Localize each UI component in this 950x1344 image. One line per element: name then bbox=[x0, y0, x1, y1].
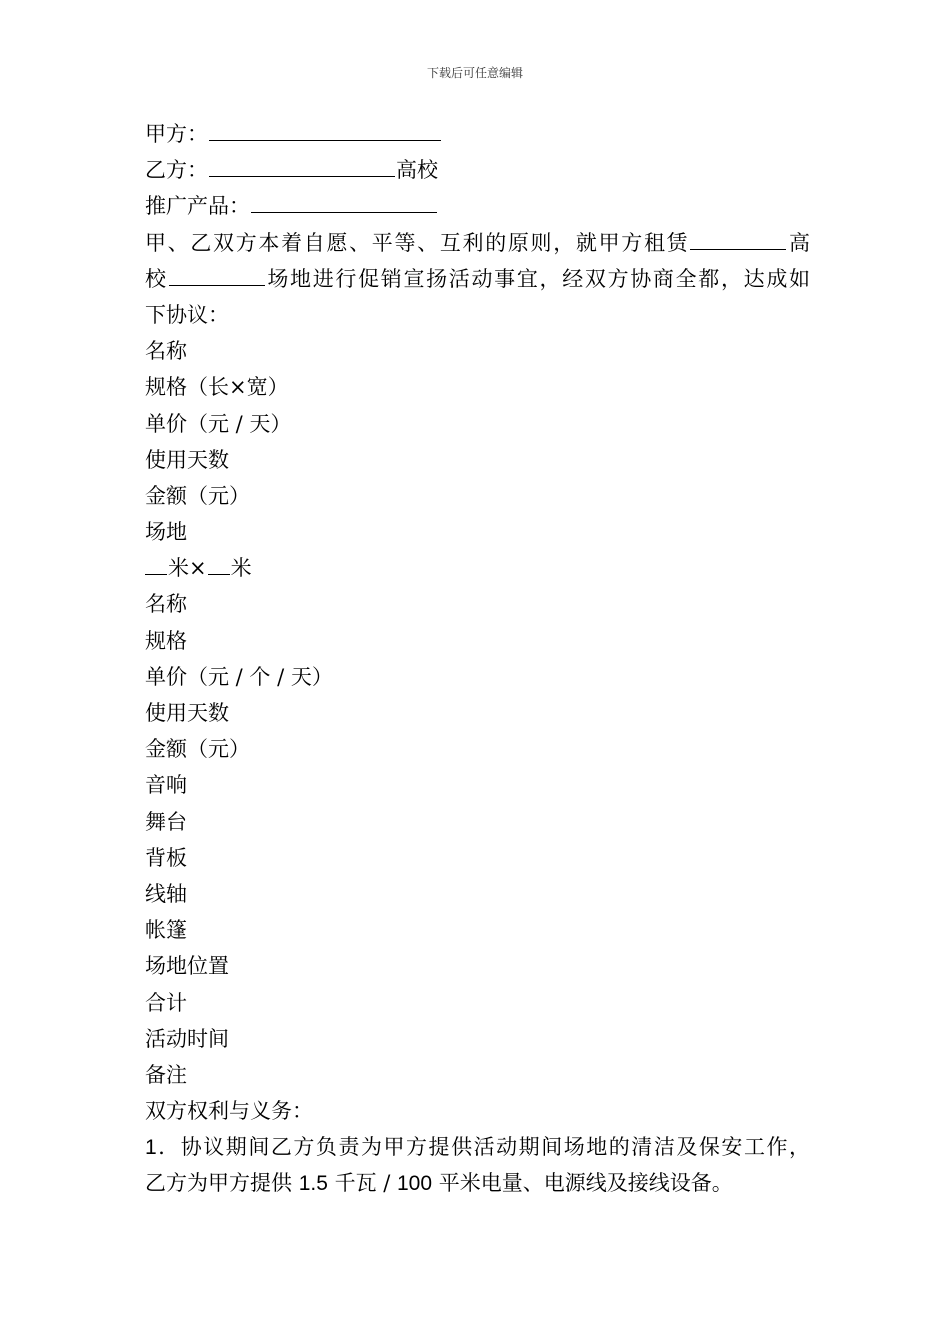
intro-line-2 bbox=[145, 261, 810, 297]
clause-1-text-2b: 千瓦 / bbox=[327, 1171, 397, 1196]
party-a-line bbox=[145, 116, 810, 152]
party-a-blank bbox=[209, 118, 441, 141]
table1-col-name: 名称 bbox=[145, 339, 187, 364]
intro-text-4: 场地进行促销宣扬活动事宜，经双方协商全都，达成如 bbox=[265, 266, 810, 291]
table2-total: 合计 bbox=[145, 990, 187, 1015]
clause-1-area-value: 100 bbox=[397, 1172, 433, 1196]
venue-size-line bbox=[145, 550, 810, 586]
clause-1-number: 1 bbox=[145, 1136, 157, 1160]
table2-activity-time: 活动时间 bbox=[145, 1026, 229, 1051]
rights-title: 双方权利与义务： bbox=[145, 1099, 313, 1124]
clause-1-text-2a: 乙方为甲方提供 bbox=[145, 1171, 299, 1196]
table2-item-cable-reel: 线轴 bbox=[145, 881, 187, 906]
product-label: 推广产品： bbox=[145, 194, 250, 219]
table2-col-spec: 规格 bbox=[145, 628, 187, 653]
table1-col-days: 使用天数 bbox=[145, 447, 229, 472]
table2-remarks: 备注 bbox=[145, 1062, 187, 1087]
clause-1-power-value: 1.5 bbox=[298, 1172, 328, 1196]
table1-col-amount: 金额（元） bbox=[145, 483, 250, 508]
table1-col-price: 单价（元 / 天） bbox=[145, 411, 292, 436]
intro-line-1 bbox=[145, 225, 810, 261]
clause-1-line-1 bbox=[145, 1129, 810, 1165]
intro-text-3: 校 bbox=[145, 266, 168, 291]
clause-1-text-2c: 平米电量、电源线及接线设备。 bbox=[432, 1171, 733, 1196]
party-b-suffix: 高校 bbox=[396, 158, 438, 183]
table2-item-stage: 舞台 bbox=[145, 809, 187, 834]
party-a-label: 甲方： bbox=[145, 122, 208, 146]
table1-row-venue: 场地 bbox=[145, 520, 187, 545]
party-b-blank bbox=[209, 154, 395, 177]
intro-text-1: 甲、乙双方本着自愿、平等、互利的原则，就甲方租赁 bbox=[145, 230, 690, 255]
intro-blank-2 bbox=[169, 263, 265, 286]
party-b-line bbox=[145, 152, 810, 188]
page-header: 下载后可任意编辑 bbox=[426, 66, 523, 80]
venue-size-unit-2: 米 bbox=[230, 556, 252, 581]
clause-1-text-1: ．协议期间乙方负责为甲方提供活动期间场地的清洁及保安工作， bbox=[156, 1135, 810, 1160]
intro-blank-1 bbox=[690, 227, 786, 250]
intro-text-2: 高 bbox=[787, 230, 810, 255]
table2-col-price: 单价（元 / 个 / 天） bbox=[145, 664, 333, 689]
table2-item-tent: 帐篷 bbox=[145, 918, 187, 943]
intro-line-3: 下协议： bbox=[145, 302, 229, 327]
clause-1-line-2 bbox=[145, 1165, 810, 1201]
document-body bbox=[145, 116, 810, 1202]
table2-col-name: 名称 bbox=[145, 592, 187, 617]
venue-length-blank bbox=[145, 552, 167, 575]
table2-venue-location: 场地位置 bbox=[145, 954, 229, 979]
table1-col-spec: 规格（长×宽） bbox=[145, 375, 289, 400]
table2-col-amount: 金额（元） bbox=[145, 737, 250, 762]
table2-col-days: 使用天数 bbox=[145, 701, 229, 725]
product-blank bbox=[251, 190, 437, 213]
venue-width-blank bbox=[208, 552, 230, 575]
party-b-label: 乙方： bbox=[145, 158, 208, 183]
table2-item-speaker: 音响 bbox=[145, 773, 187, 798]
product-line bbox=[145, 188, 810, 224]
table2-item-backboard: 背板 bbox=[145, 845, 187, 870]
venue-size-unit-1: 米× bbox=[168, 556, 207, 581]
